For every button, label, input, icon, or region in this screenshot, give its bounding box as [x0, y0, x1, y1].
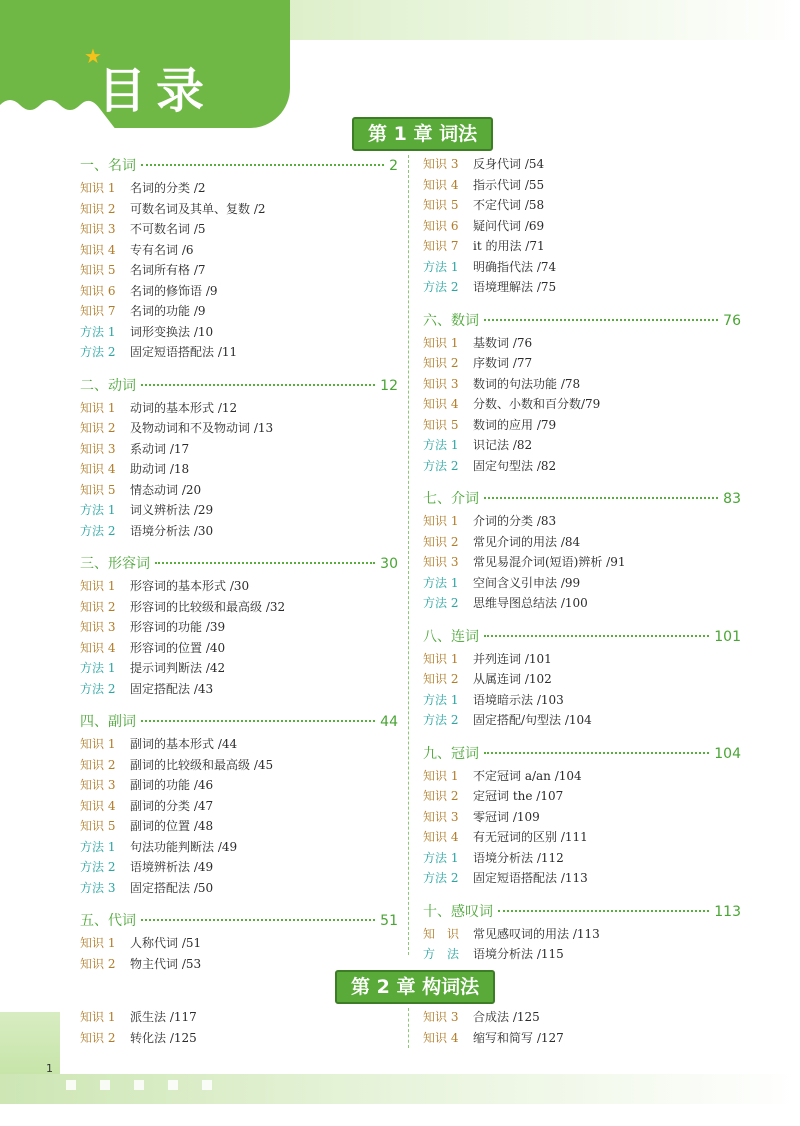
knowledge-label: 知识 2: [80, 956, 116, 971]
method-label: 方法 2: [80, 860, 116, 874]
toc-entry[interactable]: [423, 532, 741, 553]
chapter-1-banner: 第 1 章 词法: [352, 117, 493, 151]
toc-entry-text: 名词的分类 /2: [130, 181, 206, 195]
toc-entry-text: 常见感叹词的用法 /113: [473, 926, 600, 941]
method-label: 方法 2: [423, 280, 459, 294]
section-title: 三、形容词: [80, 556, 150, 572]
toc-entry-text: 提示词判断法 /42: [130, 661, 226, 675]
knowledge-label: 知识 4: [423, 1030, 459, 1045]
knowledge-label: 知识 2: [80, 421, 116, 435]
toc-entry[interactable]: [423, 415, 741, 436]
header-fade: [280, 0, 800, 40]
section-page-number: 51: [380, 913, 398, 929]
knowledge-label: 知识 4: [423, 830, 459, 844]
toc-entry[interactable]: [80, 398, 398, 419]
knowledge-label: 知识 4: [80, 462, 116, 476]
toc-entry-text: 明确指代法 /74: [473, 259, 557, 274]
section-page-number: 44: [380, 714, 398, 730]
knowledge-label: 知识 2: [423, 356, 459, 370]
toc-entry-text: 指示代词 /55: [473, 177, 545, 192]
section-heading[interactable]: [423, 743, 741, 766]
toc-entry[interactable]: [80, 755, 398, 776]
toc-entry[interactable]: [80, 775, 398, 796]
toc-entry[interactable]: [423, 649, 741, 670]
toc-entry[interactable]: [423, 848, 741, 869]
toc-entry[interactable]: [80, 597, 398, 618]
toc-entry-text: 语境分析法 /112: [473, 850, 564, 865]
toc-entry-text: 及物动词和不及物动词 /13: [130, 421, 274, 435]
toc-entry-text: 固定句型法 /82: [473, 458, 557, 473]
toc-section: [423, 154, 741, 298]
toc-entry-text: 疑问代词 /69: [473, 218, 545, 233]
toc-entry-text: 合成法 /125: [473, 1010, 540, 1024]
toc-entry[interactable]: [423, 552, 741, 573]
method-label: 方法 2: [423, 596, 459, 610]
section-heading[interactable]: [423, 626, 741, 649]
toc-entry-text: 可数名词及其单、复数 /2: [130, 201, 266, 216]
footer-square-decoration: [66, 1080, 76, 1090]
toc-entry-text: 形容词的位置 /40: [130, 640, 226, 655]
toc-entry[interactable]: [80, 480, 398, 501]
knowledge-label: 知识 1: [423, 335, 459, 350]
toc-entry[interactable]: [80, 178, 398, 199]
toc-entry-text: 副词的比较级和最高级 /45: [130, 757, 274, 772]
method-label: 方法 1: [423, 692, 459, 707]
toc-entry[interactable]: [80, 459, 398, 480]
toc-entry[interactable]: [80, 260, 398, 281]
toc-entry-text: 零冠词 /109: [473, 809, 540, 824]
toc-entry[interactable]: [80, 301, 398, 322]
section-page-number: 12: [380, 377, 398, 394]
toc-entry[interactable]: [423, 690, 741, 711]
method-label: 方 法: [423, 947, 460, 961]
section-title: 五、代词: [80, 913, 136, 929]
section-title: 一、名词: [80, 158, 136, 174]
toc-entry[interactable]: [423, 1007, 741, 1028]
toc-entry[interactable]: [80, 816, 398, 837]
toc-entry[interactable]: [80, 240, 398, 261]
dot-leader: [498, 910, 709, 912]
chapter-2-banner: 第 2 章 构词法: [335, 970, 495, 1004]
toc-entry-text: 定冠词 the /107: [473, 789, 564, 803]
knowledge-label: 知识 4: [80, 798, 116, 813]
toc-entry-text: 语境分析法 /30: [130, 523, 214, 538]
knowledge-label: 知识 3: [423, 157, 459, 171]
toc-entry-text: 专有名词 /6: [130, 242, 194, 257]
toc-entry-text: 语境分析法 /115: [473, 947, 564, 961]
toc-entry-text: 常见介词的用法 /84: [473, 534, 581, 549]
section-page-number: 113: [714, 903, 741, 920]
knowledge-label: 知识 5: [423, 198, 459, 212]
knowledge-label: 知识 1: [80, 579, 116, 593]
toc-entry[interactable]: [423, 353, 741, 374]
section-title: 八、连词: [423, 628, 479, 645]
knowledge-label: 知识 1: [80, 936, 116, 950]
knowledge-label: 知识 1: [423, 651, 459, 666]
toc-entry-text: 固定搭配法 /43: [130, 681, 214, 696]
toc-section: [80, 711, 398, 898]
knowledge-label: 知识 2: [80, 1030, 116, 1045]
method-label: 方法 2: [80, 523, 116, 538]
toc-section: [423, 743, 741, 889]
toc-entry[interactable]: [423, 573, 741, 594]
dot-leader: [141, 919, 375, 921]
method-label: 方法 2: [423, 871, 459, 885]
toc-entry[interactable]: [80, 837, 398, 858]
knowledge-label: 知识 1: [423, 768, 459, 783]
page-number: 1: [46, 1062, 53, 1075]
method-label: 方法 3: [80, 880, 116, 895]
toc-entry[interactable]: [423, 827, 741, 848]
toc-entry-text: 思维导图总结法 /100: [473, 596, 588, 610]
dot-leader: [141, 384, 375, 386]
toc-entry-text: it 的用法 /71: [473, 239, 545, 253]
toc-section: [423, 626, 741, 731]
section-title: 九、冠词: [423, 745, 479, 762]
knowledge-label: 知识 3: [80, 620, 116, 634]
toc-entry-text: 名词的功能 /9: [130, 304, 206, 318]
dot-leader: [484, 752, 709, 754]
toc-entry-text: 有无冠词的区别 /111: [473, 830, 588, 844]
knowledge-label: 知识 5: [423, 417, 459, 432]
toc-entry[interactable]: [423, 374, 741, 395]
toc-entry-text: 不可数名词 /5: [130, 222, 206, 236]
toc-entry-text: 语境理解法 /75: [473, 280, 557, 294]
knowledge-label: 知识 5: [80, 482, 116, 497]
chapter-2-right-column: [423, 1007, 741, 1048]
method-label: 方法 1: [80, 661, 116, 675]
knowledge-label: 知 识: [423, 926, 460, 941]
toc-entry[interactable]: [80, 857, 398, 878]
section-page-number: 76: [723, 312, 741, 329]
toc-entry[interactable]: [80, 199, 398, 220]
dot-leader: [484, 635, 709, 637]
toc-entry[interactable]: [423, 766, 741, 787]
knowledge-label: 知识 1: [80, 181, 116, 195]
toc-entry-text: 副词的功能 /46: [130, 778, 214, 792]
toc-entry[interactable]: [80, 418, 398, 439]
column-divider: [408, 155, 409, 955]
toc-entry-text: 序数词 /77: [473, 356, 533, 370]
method-label: 方法 1: [423, 850, 459, 865]
toc-entry-text: 句法功能判断法 /49: [130, 839, 238, 854]
toc-entry[interactable]: [423, 868, 741, 889]
toc-entry-text: 分数、小数和百分数/79: [473, 397, 601, 411]
toc-entry-text: 固定短语搭配法 /11: [130, 345, 238, 359]
knowledge-label: 知识 1: [423, 514, 459, 528]
toc-entry-text: 名词所有格 /7: [130, 263, 206, 277]
toc-entry[interactable]: [423, 1028, 741, 1049]
toc-entry[interactable]: [80, 521, 398, 542]
knowledge-label: 知识 5: [80, 819, 116, 833]
knowledge-label: 知识 4: [80, 640, 116, 655]
dot-leader: [155, 562, 375, 564]
toc-entry-text: 从属连词 /102: [473, 672, 552, 686]
toc-entry[interactable]: [80, 878, 398, 899]
section-heading[interactable]: [423, 488, 741, 511]
toc-entry[interactable]: [423, 236, 741, 257]
toc-entry-text: 基数词 /76: [473, 335, 533, 350]
knowledge-label: 知识 3: [423, 555, 459, 569]
toc-entry-text: 系动词 /17: [130, 441, 190, 456]
knowledge-label: 知识 2: [80, 201, 116, 216]
toc-entry-text: 副词的基本形式 /44: [130, 737, 238, 751]
toc-entry[interactable]: [423, 710, 741, 731]
toc-entry[interactable]: [423, 924, 741, 945]
knowledge-label: 知识 7: [80, 304, 116, 318]
toc-entry[interactable]: [80, 342, 398, 363]
section-title: 四、副词: [80, 714, 136, 730]
toc-entry-text: 助动词 /18: [130, 462, 190, 476]
section-heading[interactable]: [80, 375, 398, 398]
toc-entry[interactable]: [80, 500, 398, 521]
toc-section: [80, 155, 398, 363]
dot-leader: [484, 319, 718, 321]
toc-entry[interactable]: [423, 807, 741, 828]
toc-entry[interactable]: [80, 439, 398, 460]
footer-square-decoration: [100, 1080, 110, 1090]
knowledge-label: 知识 1: [80, 737, 116, 751]
toc-entry[interactable]: [80, 617, 398, 638]
toc-entry[interactable]: [80, 638, 398, 659]
toc-entry-text: 派生法 /117: [130, 1010, 197, 1024]
toc-entry-text: 不定代词 /58: [473, 198, 545, 212]
method-label: 方法 1: [423, 259, 459, 274]
method-label: 方法 1: [80, 503, 116, 517]
knowledge-label: 知识 2: [80, 757, 116, 772]
method-label: 方法 1: [80, 324, 116, 339]
method-label: 方法 1: [423, 575, 459, 590]
toc-entry-text: 词形变换法 /10: [130, 324, 214, 339]
toc-section: [423, 310, 741, 477]
toc-entry-text: 缩写和简写 /127: [473, 1030, 564, 1045]
toc-entry-text: 形容词的基本形式 /30: [130, 579, 250, 593]
toc-entry[interactable]: [423, 669, 741, 690]
page-title: 目录: [98, 63, 215, 119]
footer-strip: [0, 1074, 800, 1104]
section-page-number: 101: [714, 628, 741, 645]
knowledge-label: 知识 4: [423, 397, 459, 411]
toc-entry[interactable]: [423, 333, 741, 354]
toc-entry-text: 动词的基本形式 /12: [130, 400, 238, 415]
section-heading[interactable]: [80, 553, 398, 576]
toc-entry-text: 形容词的功能 /39: [130, 620, 226, 634]
chapter-1-left-column: [80, 155, 398, 986]
method-label: 方法 2: [80, 681, 116, 696]
toc-entry[interactable]: [423, 456, 741, 477]
knowledge-label: 知识 2: [423, 789, 459, 803]
chapter-1-right-column: [423, 154, 741, 977]
toc-entry-text: 数词的句法功能 /78: [473, 376, 581, 391]
toc-entry[interactable]: [80, 734, 398, 755]
toc-entry[interactable]: [423, 216, 741, 237]
toc-entry[interactable]: [423, 175, 741, 196]
toc-entry-text: 空间含义引申法 /99: [473, 575, 581, 590]
dot-leader: [484, 497, 718, 499]
toc-entry[interactable]: [423, 394, 741, 415]
toc-entry-text: 词义辨析法 /29: [130, 503, 214, 517]
knowledge-label: 知识 6: [423, 218, 459, 233]
knowledge-label: 知识 1: [80, 1010, 116, 1024]
footer-square-decoration: [168, 1080, 178, 1090]
method-label: 方法 1: [80, 839, 116, 854]
toc-entry[interactable]: [80, 1028, 398, 1049]
toc-entry-text: 固定搭配法 /50: [130, 880, 214, 895]
knowledge-label: 知识 2: [423, 534, 459, 549]
toc-entry[interactable]: [80, 658, 398, 679]
knowledge-label: 知识 3: [80, 778, 116, 792]
method-label: 方法 1: [423, 438, 459, 452]
toc-entry[interactable]: [423, 277, 741, 298]
toc-entry-text: 形容词的比较级和最高级 /32: [130, 599, 286, 614]
section-heading[interactable]: [80, 155, 398, 178]
toc-entry[interactable]: [80, 322, 398, 343]
toc-entry-text: 介词的分类 /83: [473, 514, 557, 528]
knowledge-label: 知识 3: [423, 809, 459, 824]
toc-entry[interactable]: [80, 1007, 398, 1028]
section-page-number: 83: [723, 491, 741, 507]
knowledge-label: 知识 3: [80, 222, 116, 236]
footer-square-decoration: [134, 1080, 144, 1090]
knowledge-label: 知识 2: [423, 672, 459, 686]
dot-leader: [141, 720, 375, 722]
toc-entry[interactable]: [423, 257, 741, 278]
knowledge-label: 知识 4: [80, 242, 116, 257]
toc-section: [423, 488, 741, 614]
knowledge-label: 知识 3: [423, 376, 459, 391]
section-title: 十、感叹词: [423, 903, 493, 920]
toc-entry-text: 副词的分类 /47: [130, 798, 214, 813]
toc-entry-text: 不定冠词 a/an /104: [473, 768, 582, 783]
toc-entry[interactable]: [80, 281, 398, 302]
toc-entry[interactable]: [423, 944, 741, 965]
method-label: 方法 2: [80, 345, 116, 359]
toc-entry-text: 并列连词 /101: [473, 651, 552, 666]
toc-section: [423, 901, 741, 965]
knowledge-label: 知识 5: [80, 263, 116, 277]
toc-entry[interactable]: [423, 511, 741, 532]
section-title: 七、介词: [423, 491, 479, 507]
footer-square-decoration: [202, 1080, 212, 1090]
knowledge-label: 知识 1: [80, 400, 116, 415]
toc-entry-text: 语境辨析法 /49: [130, 860, 214, 874]
knowledge-label: 知识 2: [80, 599, 116, 614]
toc-entry[interactable]: [80, 576, 398, 597]
toc-entry[interactable]: [423, 154, 741, 175]
toc-entry-text: 反身代词 /54: [473, 157, 545, 171]
toc-entry-text: 数词的应用 /79: [473, 417, 557, 432]
toc-section: [80, 375, 398, 542]
star-icon: ★: [84, 44, 102, 68]
toc-entry[interactable]: [423, 435, 741, 456]
toc-entry-text: 情态动词 /20: [130, 482, 202, 497]
method-label: 方法 2: [423, 458, 459, 473]
section-heading[interactable]: [80, 711, 398, 734]
column-divider-2: [408, 1008, 409, 1048]
toc-section: [80, 553, 398, 699]
toc-entry-text: 副词的位置 /48: [130, 819, 214, 833]
toc-entry-text: 转化法 /125: [130, 1030, 197, 1045]
dot-leader: [141, 164, 384, 166]
section-page-number: 2: [389, 158, 398, 174]
section-heading[interactable]: [423, 310, 741, 333]
section-title: 六、数词: [423, 312, 479, 329]
toc-entry-text: 识记法 /82: [473, 438, 533, 452]
toc-entry[interactable]: [80, 796, 398, 817]
toc-entry[interactable]: [423, 786, 741, 807]
knowledge-label: 知识 6: [80, 283, 116, 298]
toc-entry-text: 人称代词 /51: [130, 936, 202, 950]
section-page-number: 104: [714, 745, 741, 762]
section-page-number: 30: [380, 556, 398, 572]
toc-entry-text: 常见易混介词(短语)辨析 /91: [473, 555, 626, 569]
toc-entry-text: 物主代词 /53: [130, 956, 202, 971]
chapter-2-left-column: [80, 1007, 398, 1048]
toc-entry-text: 名词的修饰语 /9: [130, 283, 218, 298]
section-title: 二、动词: [80, 377, 136, 394]
section-heading[interactable]: [80, 910, 398, 933]
knowledge-label: 知识 3: [423, 1010, 459, 1024]
toc-section: [80, 910, 398, 974]
knowledge-label: 知识 7: [423, 239, 459, 253]
toc-entry[interactable]: [80, 933, 398, 954]
toc-entry[interactable]: [80, 219, 398, 240]
toc-entry-text: 语境暗示法 /103: [473, 692, 564, 707]
knowledge-label: 知识 4: [423, 177, 459, 192]
section-heading[interactable]: [423, 901, 741, 924]
knowledge-label: 知识 3: [80, 441, 116, 456]
method-label: 方法 2: [423, 713, 459, 727]
toc-entry-text: 固定短语搭配法 /113: [473, 871, 588, 885]
toc-entry[interactable]: [80, 679, 398, 700]
toc-entry[interactable]: [423, 195, 741, 216]
toc-entry-text: 固定搭配/句型法 /104: [473, 713, 592, 727]
toc-entry[interactable]: [423, 593, 741, 614]
